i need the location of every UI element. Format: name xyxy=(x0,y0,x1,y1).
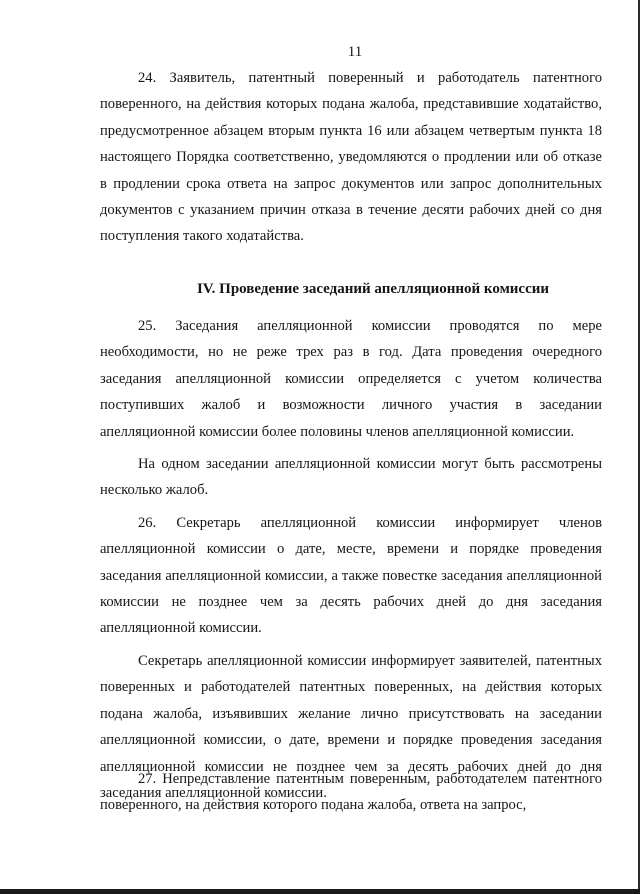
page-number: 11 xyxy=(347,44,363,60)
paragraph-26: 26. Секретарь апелляционной комиссии информирует членов апелляционной комиссии о дате, месте, времени и порядке проведения заседания апелляционной комиссии, а также повестке заседания апелляционной комиссии не позднее чем за десять рабочих дней до дня заседания апелляционной комиссии. xyxy=(100,514,602,637)
scan-edge-bottom xyxy=(0,889,640,894)
paragraph-27: 27. Непредставление патентным поверенным, работодателем патентного поверенного, на действия которого подана жалоба, ответа на запрос, xyxy=(100,771,602,814)
paragraph-25: 25. Заседания апелляционной комиссии проводятся по мере необходимости, но не реже трех раз в год. Дата проведения очередного заседания апелляционной комиссии определяется с учетом количества поступивших жалоб и возможности личного участия в заседании апелляционной комиссии более половины членов апелляционной комиссии. xyxy=(100,318,602,440)
paragraph-26-continued: Секретарь апелляционной комиссии информирует заявителей, патентных поверенных и работодателей патентных поверенных, на действия которых подана жалоба, изъявивших желание лично присутствовать на заседании апелляционной комиссии, о дате, времени и порядке проведения заседания апелляционной комиссии не позднее чем за десять рабочих дней до дня заседания апелляционной комиссии. xyxy=(100,652,602,801)
paragraph-block-bottom xyxy=(100,766,602,819)
paragraph-block-section xyxy=(100,313,602,806)
paragraph-block-top xyxy=(100,65,602,250)
paragraph-25-continued: На одном заседании апелляционной комиссии могут быть рассмотрены несколько жалоб. xyxy=(100,456,602,499)
section-heading: IV. Проведение заседаний апелляционной комиссии xyxy=(196,281,550,297)
paragraph-24: 24. Заявитель, патентный поверенный и работодатель патентного поверенного, на действия которых подана жалоба, представившие ходатайство, предусмотренное абзацем вторым пункта 16 или абзацем четвертым пункта 18 настоящего Порядка соответственно, уведомляются о продлении или об отказе в продлении срока ответа на запрос документов или запрос дополнительных документов с указанием причин отказа в течение десяти рабочих дней со дня поступления такого ходатайства. xyxy=(100,70,602,245)
